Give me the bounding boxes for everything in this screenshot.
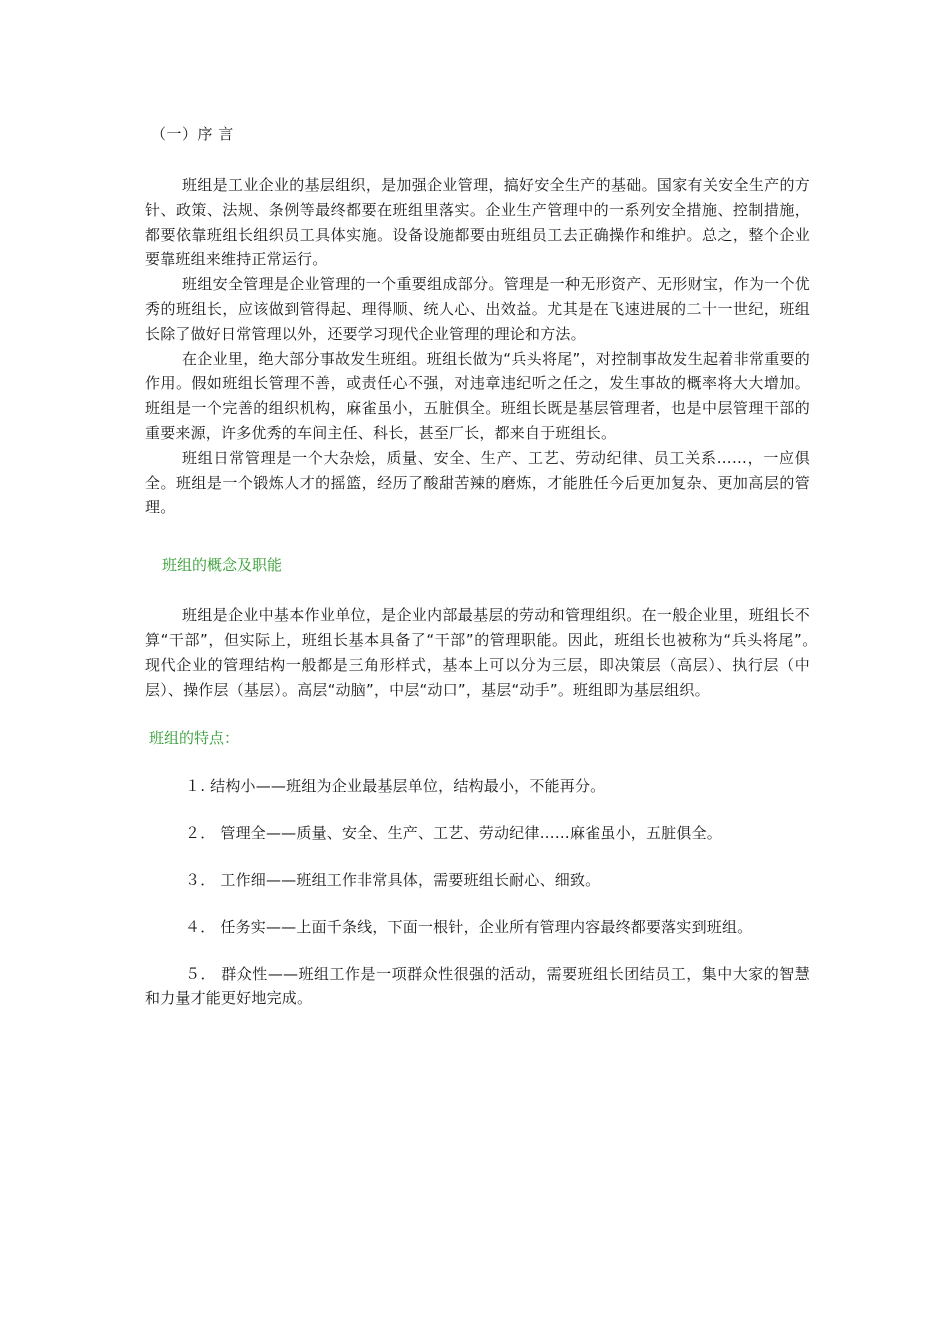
feature-item-4: ４． 任务实——上面千条线，下面一根针，企业所有管理内容最终都要落实到班组。 (185, 917, 753, 936)
concept-section-title: 班组的概念及职能 (162, 556, 283, 575)
preface-heading: （一）序 言 (151, 125, 234, 143)
preface-paragraph-3: 在企业里，绝大部分事故发生班组。班组长做为“兵头将尾”，对控制事故发生起着非常重要的作用。假如班组长管理不善，或责任心不强，对违章违纪听之任之，发生事故的概率将大大增加。班组是一个完善的组织机构，麻雀虽小，五脏俱全。班组长既是基层管理者，也是中层管理干部的重要来源，许多优秀的车间主任、科长，甚至厂长，都来自于班组长。 (145, 349, 810, 442)
preface-paragraph-2: 班组安全管理是企业管理的一个重要组成部分。管理是一种无形资产、无形财宝，作为一个优秀的班组长，应该做到管得起、理得顺、统人心、出效益。尤其是在飞速进展的二十一世纪，班组长除了做好日常管理以外，还要学习现代企业管理的理论和方法。 (145, 275, 810, 343)
document-page (145, 122, 841, 1033)
features-section-title: 班组的特点： (149, 729, 240, 748)
feature-item-5: ５． 群众性——班组工作是一项群众性很强的活动，需要班组长团结员工，集中大家的智慧和力量才能更好地完成。 (145, 964, 810, 1008)
preface-paragraph-1: 班组是工业企业的基层组织，是加强企业管理，搞好安全生产的基础。国家有关安全生产的方针、政策、法规、条例等最终都要在班组里落实。企业生产管理中的一系列安全措施、控制措施，都要依靠班组长组织员工具体实施。设备设施都要由班组员工去正确操作和维护。总之，整个企业要靠班组来维持正常运行。 (145, 176, 810, 269)
feature-item-3: ３． 工作细——班组工作非常具体，需要班组长耐心、细致。 (185, 870, 601, 889)
feature-item-2: ２． 管理全——质量、安全、生产、工艺、劳动纪律……麻雀虽小，五脏俱全。 (185, 824, 722, 843)
preface-paragraph-4: 班组日常管理是一个大杂烩，质量、安全、生产、工艺、劳动纪律、员工关系……，一应俱全。班组是一个锻炼人才的摇篮，经历了酸甜苦辣的磨炼，才能胜任今后更加复杂、更加高层的管理。 (145, 448, 810, 517)
concept-paragraph: 班组是企业中基本作业单位，是企业内部最基层的劳动和管理组织。在一般企业里，班组长不算“干部”，但实际上，班组长基本具备了“干部”的管理职能。因此，班组长也被称为“兵头将尾”。 现代企业的管理结构一般都是三角形样式，基本上可以分为三层，即决策层（高层）、执行层（中层）、操作层（基层）。高层“动脑”，中层“动口”，基层“动手”。班组即为基层组织。 (145, 606, 841, 699)
feature-item-1: １. 结构小——班组为企业最基层单位，结构最小，不能再分。 (185, 777, 606, 796)
